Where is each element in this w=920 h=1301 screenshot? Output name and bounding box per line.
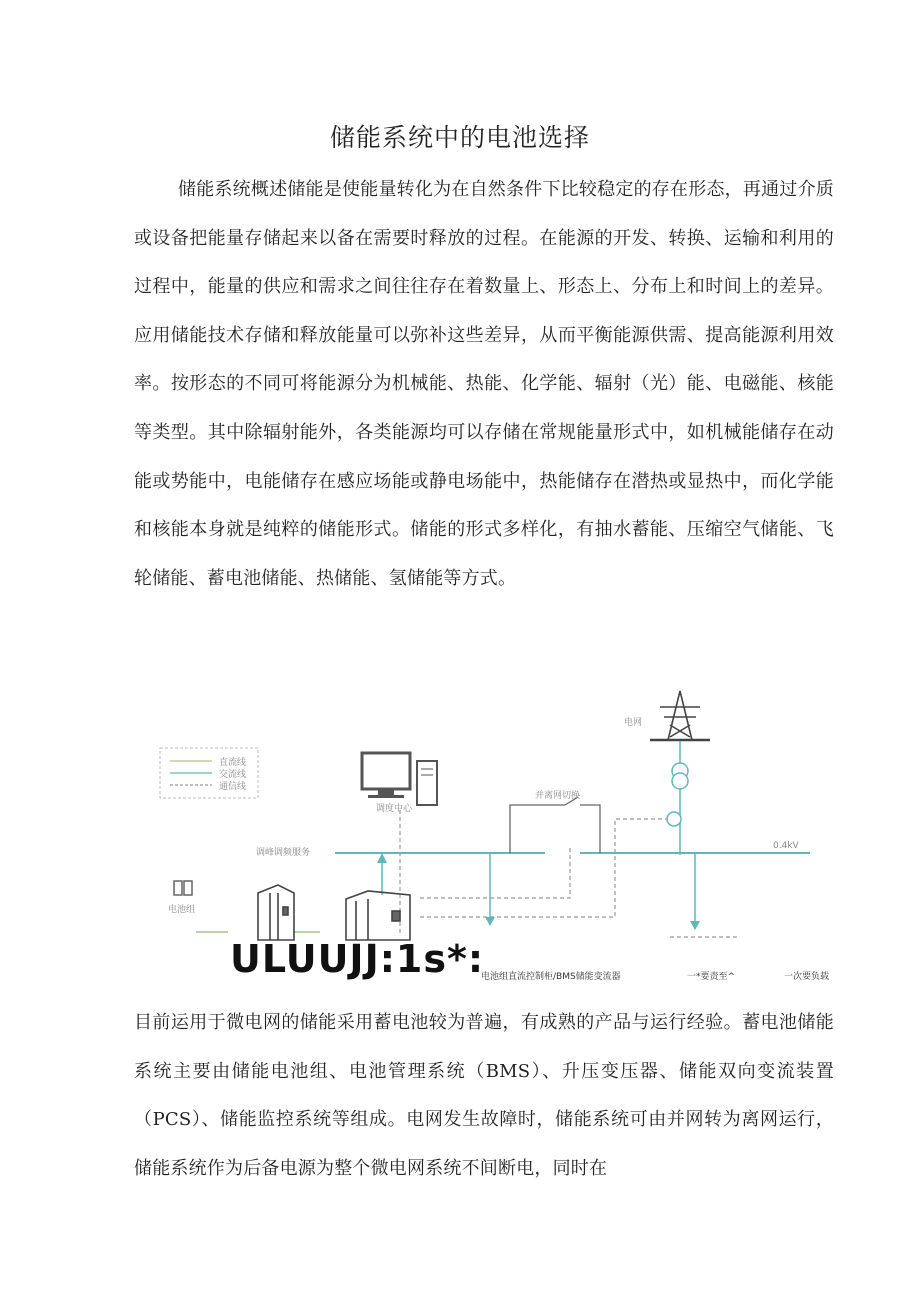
battery-storage-paragraph: 目前运用于微电网的储能采用蓄电池较为普遍，有成熟的产品与运行经验。蓄电池储能系统主要由储能电池组、电池管理系统（BMS）、升压变压器、储能双向变流装置（PCS）、储能监控系统等组成。电网发生故障时，储能系统可由并网转为离网运行，储能系统作为后备电源为整个微电网系统不间断电，同时在 [134,1012,834,1179]
tower-icon [650,691,710,740]
legend-dc-label: 直流线 [219,758,247,768]
switch-label: 并离网切换 [535,791,581,801]
document-title: 储能系统中的电池选择 [329,123,590,152]
legend-comm-label: 通信线 [219,782,247,792]
switch-line [510,805,565,853]
grid-label: 电网 [624,718,643,728]
battery-label: 电池组 [168,905,196,915]
voltage-label: 0.4kV [773,841,799,851]
dispatch-center-label: 调度中心 [376,804,413,814]
breaker-icon [667,812,681,826]
legend-ac-label: 交流线 [219,770,247,780]
load-caption-2: 一次要负载 [784,972,830,982]
storage-system-diagram [130,685,840,985]
garbled-overlay-text: ULUUJJ:1s*: [230,937,485,981]
equipment-caption: 电池组直流控制柜/BMS储能变流器 [481,972,621,982]
battery-icon [174,881,192,895]
intro-paragraph: 储能系统概述储能是使能量转化为在自然条件下比较稳定的存在形态，再通过介质或设备把能量存储起来以备在需要时释放的过程。在能源的开发、转换、运输和利用的过程中，能量的供应和需求之间往往存在着数量上、形态上、分布上和时间上的差异。应用储能技术存储和释放能量可以弥补这些差异，从而平衡能源供需、提高能源利用效率。按形态的不同可将能源分为机械能、热能、化学能、辐射（光）能、电磁能、核能等类型。其中除辐射能外，各类能源均可以存储在常规能量形式中，如机械能储存在动能或势能中，电能储存在感应场能或静电场能中，热能储存在潜热或显热中，而化学能和核能本身就是纯粹的储能形式。储能的形式多样化，有抽水蓄能、压缩空气储能、飞轮储能、蓄电池储能、热储能、氢储能等方式。 [134,179,834,589]
comm-line-3 [420,819,667,917]
service-label: 调峰调频服务 [256,848,311,858]
dc-cabinet-icon [258,885,294,940]
computer-icon [362,753,437,805]
load-caption-1: 一*要责至^ [687,972,736,982]
